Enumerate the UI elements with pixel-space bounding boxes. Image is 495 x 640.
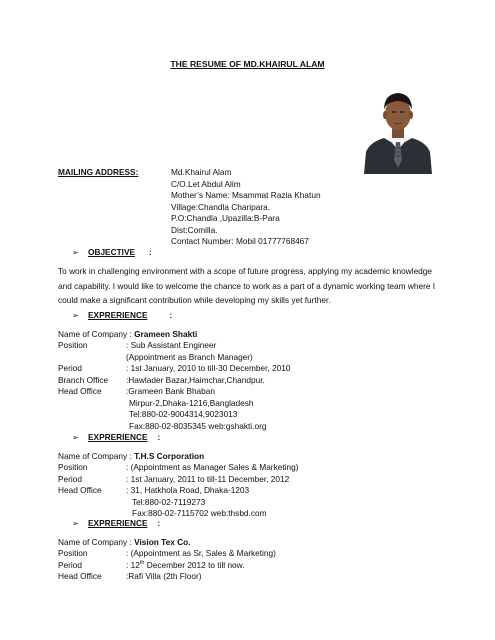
objective-heading-row (72, 247, 152, 258)
arrow-bullet-icon: ➢ (72, 519, 79, 528)
experience-colon: : (157, 432, 161, 442)
mailing-line: Village:Chandla Charipara. (171, 202, 271, 212)
job-row-value: :Rafi Villa (2th Floor) (126, 571, 202, 581)
job-row-value: Mirpur-2,Dhaka-1216,Bangladesh (129, 398, 254, 408)
job-row-value: : 12th December 2012 to till now. (126, 560, 245, 570)
objective-heading: OBJECTIVE (88, 247, 136, 257)
job-row-value: : (Appointment as Sr, Sales & Marketing) (126, 548, 276, 558)
mailing-line: Md.Khairul Alam (171, 167, 232, 177)
job-row-value: Tel:880-02-7119273 (132, 497, 206, 507)
job-row-value: :Grameen Bank Bhaban (126, 386, 216, 396)
job-row-value: : Sub Assistant Engineer (126, 340, 217, 350)
company-label: Name of Company : (58, 451, 135, 461)
job-row-label: Position (58, 462, 88, 472)
mailing-address-label: MAILING ADDRESS: (58, 167, 139, 177)
job-row-value: :Hawlader Bazar,Haimchar,Chandpur. (126, 375, 265, 385)
experience-heading-row (72, 432, 160, 443)
company-name: Vision Tex Co. (134, 537, 191, 547)
mailing-line: P.O:Chandla ,Upazilla:B-Para (171, 213, 280, 223)
job-row-label: Head Office (58, 571, 102, 581)
experience-heading-row (72, 310, 172, 321)
job-row-value: Fax:880-02-8035345 web:gshakti.org (129, 421, 267, 431)
mailing-line: C/O.Let Abdul Alim (171, 179, 241, 189)
job-row-label: Branch Office (58, 375, 109, 385)
arrow-bullet-icon: ➢ (72, 311, 79, 320)
job-row-label: Head Office (58, 386, 102, 396)
job-row-value: : (Appointment as Manager Sales & Marketing) (126, 462, 299, 472)
job-row-label: Position (58, 548, 88, 558)
experience-colon: : (169, 310, 173, 320)
company-label: Name of Company : (58, 537, 135, 547)
experience-colon: : (157, 518, 161, 528)
objective-colon: : (149, 247, 152, 257)
job-row-value: : 31, Hatkhola Road, Dhaka-1203 (126, 485, 250, 495)
job-row-label: Position (58, 340, 88, 350)
job-row-value: : 1st January, 2011 to till-11 December, 2012 (126, 474, 290, 484)
company-label: Name of Company : (58, 329, 135, 339)
experience-heading: EXPRERIENCE (88, 432, 148, 442)
job-row-value: : 1st January, 2010 to till-30 December, 2010 (126, 363, 291, 373)
mailing-line: Mother’s Name: Msammat Razia Khatun (171, 190, 321, 200)
profile-photo (362, 80, 434, 174)
job-row-label: Period (58, 363, 82, 373)
company-name: T.H.S Corporation (134, 451, 205, 461)
resume-title: THE RESUME OF MD.KHAIRUL ALAM (170, 59, 325, 69)
company-name-row (58, 329, 197, 340)
mailing-line: Dist:Comilla. (171, 225, 218, 235)
experience-heading: EXPRERIENCE (88, 518, 148, 528)
job-row-value: Tel:880-02-9004314,9023013 (129, 409, 238, 419)
job-row-label: Head Office (58, 485, 102, 495)
arrow-bullet-icon: ➢ (72, 433, 79, 442)
company-name-row (58, 451, 204, 462)
mailing-line: Contact Number: Mobil 01777768467 (171, 236, 309, 246)
job-row-label: Period (58, 474, 82, 484)
job-row-value: Fax:880-02-7115702 web:thsbd.com (132, 508, 267, 518)
company-name: Grameen Shakti (134, 329, 198, 339)
experience-heading-row (72, 518, 160, 529)
arrow-bullet-icon: ➢ (72, 248, 79, 257)
job-row-label: Period (58, 560, 82, 570)
objective-text: To work in challenging environment with a scope of future progress, applying my academic knowledge and capability. I would like to welcome the chance to work as a part of a dynamic working team where I could make a significant contribution while developing my skills yet further. (58, 266, 436, 305)
experience-heading: EXPRERIENCE (88, 310, 148, 320)
company-name-row (58, 537, 191, 548)
job-row-value: (Appointment as Branch Manager) (126, 352, 253, 362)
